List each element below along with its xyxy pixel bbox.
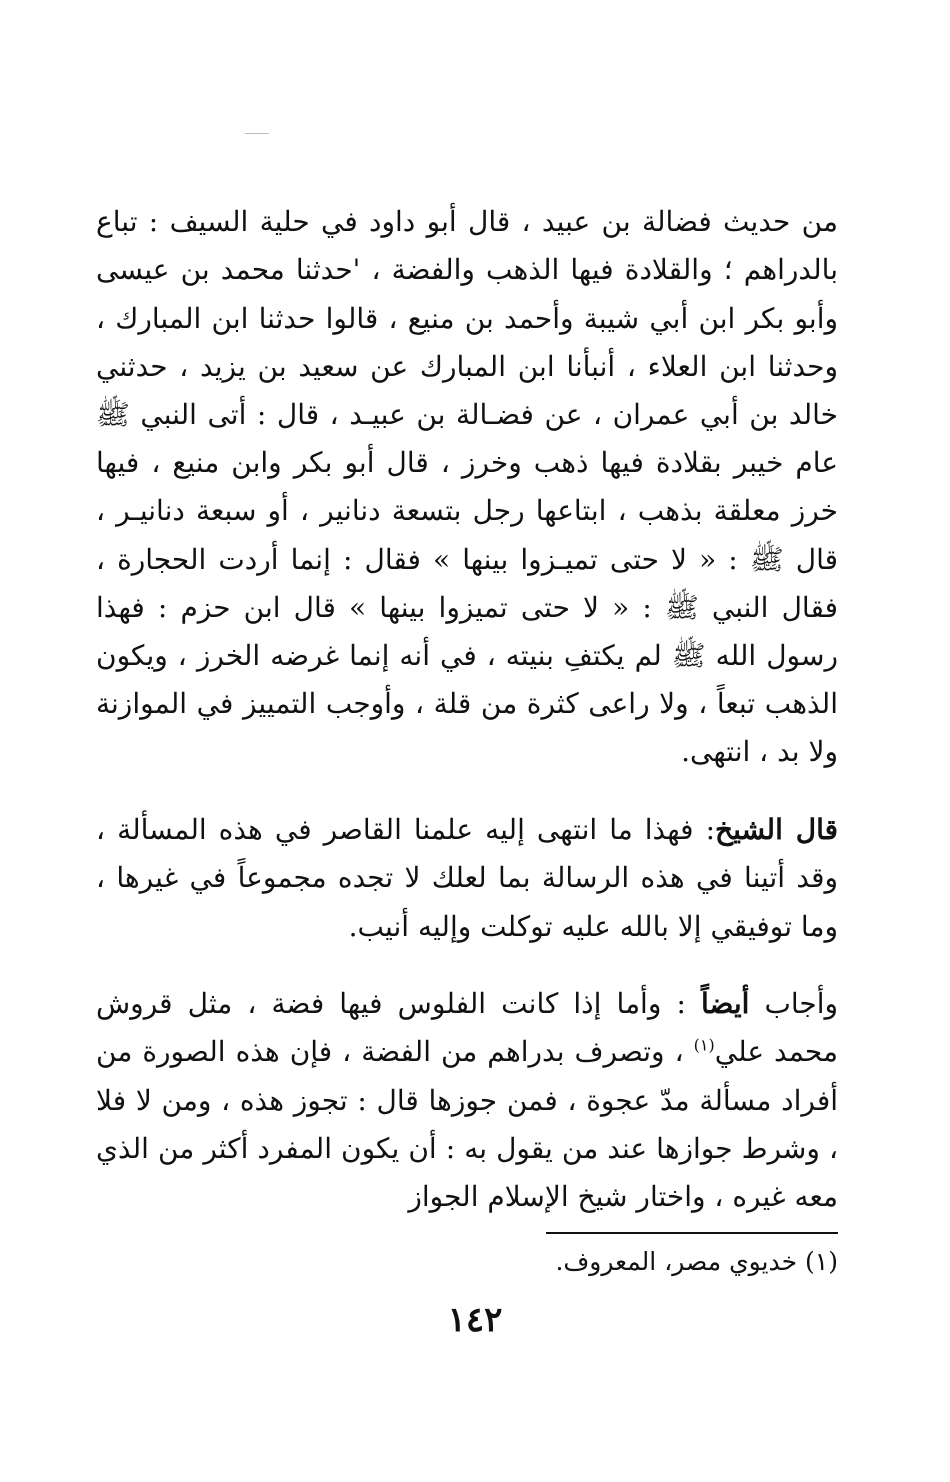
paragraph-shaykh-conclusion xyxy=(96,758,838,951)
paragraph-text: : فهذا ما انتهى إليه علمنا القاصر في هذه المسألة ، وقد أتينا في هذه الرسالة بما لعلك لا تجده مجموعاً في غيرها ، وما توفيقي إلا بالله عليه توكلت وإليه أنيب. xyxy=(96,813,838,943)
bold-lead-text: قال الشيخ xyxy=(715,813,838,847)
paragraph-text: ، وتصرف بدراهم من الفضة ، فإن هذه الصورة من أفراد مسألة مدّ عجوة ، فمن جوزها قال : تجوز هذه ، ومن لا فلا ، وشرط جوازها عند من يقول به : أن يكون المفرد أكثر من الذي معه غيره ، واختار شيخ الإسلام الجواز xyxy=(96,1035,838,1214)
paragraph-text: من حديث فضالة بن عبيد ، قال أبو داود في حلية السيف : تباع بالدراهم ؛ والقلادة فيها الذهب والفضة ، 'حدثنا محمد بن عيسى وأبو بكر ابن أبي شيبة وأحمد بن منيع ، قالوا حدثنا ابن المبارك ، وحدثنا ابن العلاء ، أنبأنا ابن المبارك عن سعيد بن يزيد ، حدثني خالد بن أبي عمران ، عن فضـالة بن عبيـد ، قال : أتى النبي ﷺ عام خيبر بقلادة فيها ذهب وخرز ، قال أبو بكر وابن منيع ، فيها خرز معلقة بذهب ، ابتاعها رجل بتسعة دنانير ، أو سبعة دنانيـر ، قال ﷺ : « لا حتى تميـزوا بينها » فقال : إنما أردت الحجارة ، فقال النبي ﷺ : « لا حتى تميزوا بينها » قال ابن حزم : فهذا رسول الله ﷺ لم يكتفِ بنيته ، في أنه إنما غرضه الخرز ، ويكون الذهب تبعاً ، ولا راعى كثرة من قلة ، وأوجب التمييز في الموازنة ولا بد ، انتهى. xyxy=(96,205,838,769)
paragraph-start-text: وأجاب xyxy=(764,987,839,1021)
paragraph-answer-coins xyxy=(96,932,838,1221)
paragraph-hadith-narration xyxy=(96,150,838,777)
page-number: ١٤٢ xyxy=(447,1300,503,1340)
paragraph-text: : وأما إذا كانت الفلوس فيها فضة ، مثل قروش محمد علي xyxy=(96,987,839,1069)
footnote-reference: (١) xyxy=(693,1036,715,1056)
top-page-mark xyxy=(245,133,269,134)
bold-lead-text: أيضاً xyxy=(701,987,750,1021)
footnote-text: (١) خديوي مصر، المعروف. xyxy=(555,1247,838,1276)
footnote-separator xyxy=(546,1232,838,1234)
